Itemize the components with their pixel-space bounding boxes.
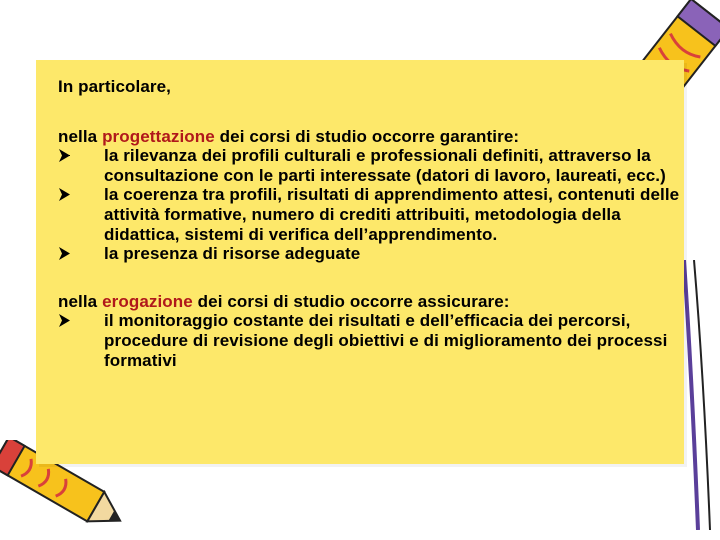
intro-text: In particolare, (58, 77, 171, 96)
list-item (58, 244, 688, 264)
bullet-list-erogazione (58, 311, 688, 370)
bullet-arrow-icon (58, 244, 72, 263)
bullet-arrow-icon (58, 146, 72, 165)
spacer (58, 264, 688, 292)
list-item-text: la presenza di risorse adeguate (104, 244, 361, 264)
list-item (58, 185, 688, 244)
bullet-list-progettazione (58, 146, 688, 264)
highlight-term: progettazione (102, 126, 215, 146)
heading-text: nella (58, 291, 103, 311)
list-item (58, 146, 688, 185)
list-item-text: la rilevanza dei profili culturali e professionali definiti, attraverso la consultazione con le parti interessate (datori di lavoro, laureati, ecc.) (104, 146, 666, 185)
highlight-term: erogazione (102, 291, 193, 311)
heading-text: dei corsi di studio occorre assicurare: (192, 291, 510, 311)
list-item-text: il monitoraggio costante dei risultati e dell’efficacia dei percorsi, procedure di revisione degli obiettivi e di miglioramento dei processi formativi (104, 311, 668, 370)
heading-text: nella (58, 126, 103, 146)
slide-text (58, 77, 688, 370)
heading-text: dei corsi di studio occorre garantire: (214, 126, 520, 146)
section-heading-erogazione (58, 292, 688, 312)
bullet-arrow-icon (58, 185, 72, 204)
list-item (58, 311, 688, 370)
bullet-arrow-icon (58, 311, 72, 330)
section-heading-progettazione (58, 127, 688, 147)
list-item-text: la coerenza tra profili, risultati di apprendimento attesi, contenuti delle attività formative, numero di crediti attribuiti, metodologia della didattica, sistemi di verifica dell’apprendimento. (104, 185, 680, 244)
